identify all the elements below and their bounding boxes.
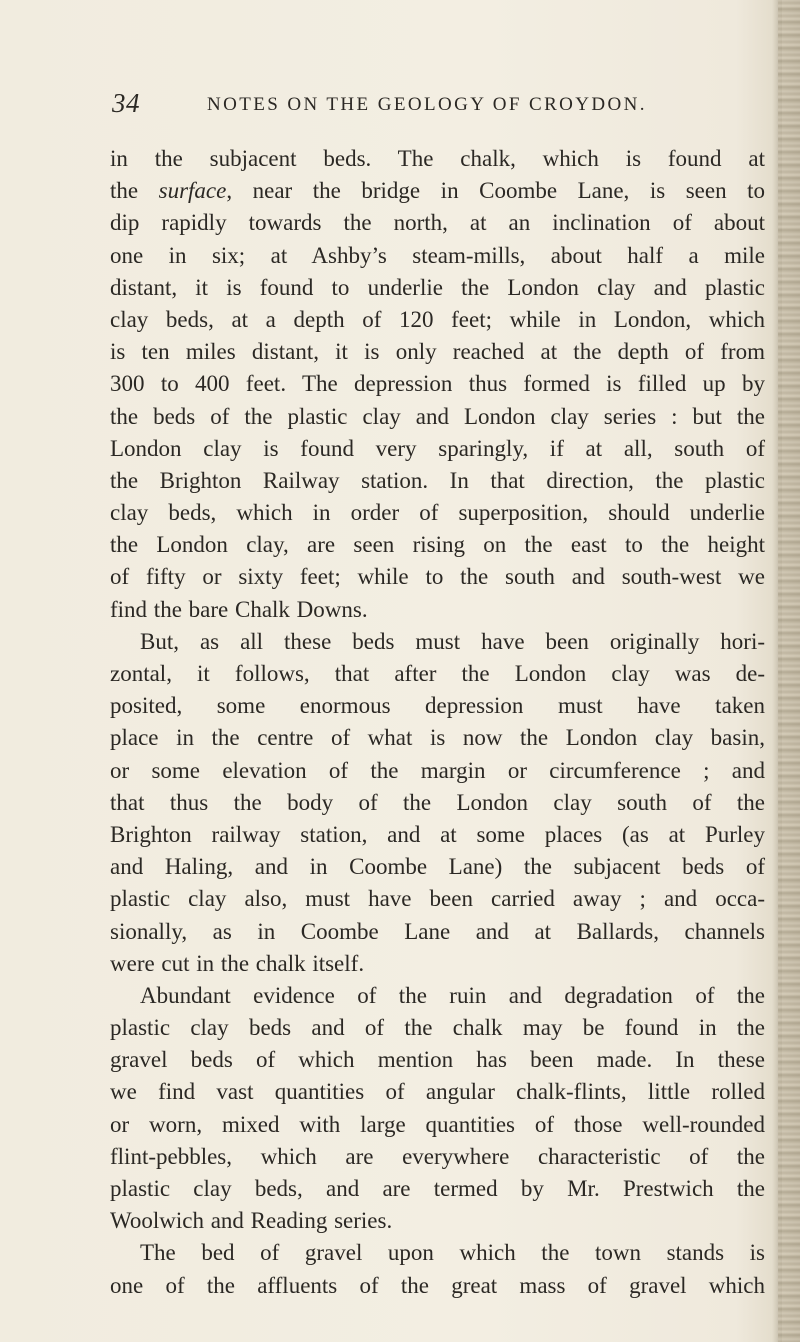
text-line: the surface, near the bridge in Coombe Lane, is seen to bbox=[110, 178, 765, 204]
text-line: London clay is found very sparingly, if at all, south of bbox=[110, 435, 765, 461]
text-line: dip rapidly towards the north, at an inclination of about bbox=[110, 210, 765, 236]
text-line: is ten miles distant, it is only reached at the depth of from bbox=[110, 339, 765, 365]
page-edge bbox=[778, 0, 800, 1342]
text-line: sionally, as in Coombe Lane and at Ballards, channels bbox=[110, 918, 765, 944]
text-line: that thus the body of the London clay south of the bbox=[110, 789, 765, 815]
emphasized-word: surface bbox=[158, 178, 227, 204]
text-line: flint-pebbles, which are everywhere characteristic of the bbox=[110, 1143, 765, 1169]
text-line: gravel beds of which mention has been made. In these bbox=[110, 1047, 765, 1073]
page-number: 34 bbox=[112, 88, 140, 118]
text-line: in the subjacent beds. The chalk, which is found at bbox=[110, 146, 765, 171]
text-line: and Haling, and in Coombe Lane) the subjacent beds of bbox=[110, 854, 765, 880]
paragraph-first-line: Abundant evidence of the ruin and degradation of the bbox=[140, 982, 765, 1008]
running-title: NOTES ON THE GEOLOGY OF CROYDON. bbox=[207, 94, 647, 115]
text-line: posited, some enormous depression must have taken bbox=[110, 693, 765, 719]
text-line: or some elevation of the margin or circumference ; and bbox=[110, 757, 765, 783]
text-line: the beds of the plastic clay and London clay series : but the bbox=[110, 403, 765, 429]
text-line: plastic clay beds and of the chalk may be found in the bbox=[110, 1015, 765, 1041]
body-text bbox=[110, 143, 765, 1302]
text-line: plastic clay beds, and are termed by Mr. Prestwich the bbox=[110, 1176, 765, 1201]
text-line: one in six; at Ashby’s steam-mills, about half a mile bbox=[110, 242, 765, 268]
paragraph-end-line: Woolwich and Reading series. bbox=[110, 1208, 393, 1234]
text-line: place in the centre of what is now the London clay basin, bbox=[110, 725, 765, 751]
page-header bbox=[112, 88, 752, 128]
text-line: plastic clay also, must have been carried away ; and occa- bbox=[110, 886, 765, 912]
text-line: clay beds, at a depth of 120 feet; while in London, which bbox=[110, 306, 765, 332]
text-line: 300 to 400 feet. The depression thus formed is filled up by bbox=[110, 371, 765, 397]
paragraph-first-line: The bed of gravel upon which the town stands is bbox=[140, 1240, 765, 1266]
text-line: Brighton railway station, and at some places (as at Purley bbox=[110, 821, 765, 847]
text-line: we find vast quantities of angular chalk-flints, little rolled bbox=[110, 1079, 765, 1105]
text-line: clay beds, which in order of superposition, should underlie bbox=[110, 500, 765, 526]
text-line: the London clay, are seen rising on the east to the height bbox=[110, 532, 765, 558]
text-line: zontal, it follows, that after the London clay was de- bbox=[110, 661, 765, 686]
text-line: or worn, mixed with large quantities of those well-rounded bbox=[110, 1111, 765, 1137]
text-line: of fifty or sixty feet; while to the south and south-west we bbox=[110, 564, 765, 590]
paragraph-end-line: find the bare Chalk Downs. bbox=[110, 596, 368, 622]
text-line: the Brighton Railway station. In that direction, the plastic bbox=[110, 467, 765, 493]
text-line: distant, it is found to underlie the London clay and plastic bbox=[110, 274, 765, 300]
paragraph-first-line: But, as all these beds must have been originally hori- bbox=[140, 628, 765, 654]
text-line: one of the affluents of the great mass of gravel which bbox=[110, 1272, 765, 1298]
paragraph-end-line: were cut in the chalk itself. bbox=[110, 950, 365, 976]
